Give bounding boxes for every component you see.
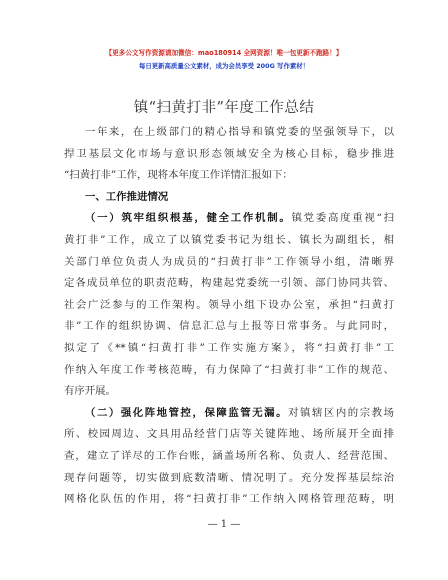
paragraph-line: 网格化队伍的作用，将“扫黄打非”工作纳入网格管理范畴，明 <box>64 493 394 506</box>
paragraph-text: 镇党委高度重视“扫 <box>291 212 394 225</box>
promo-banner-line2: 每日更新高质量公文素材，成为会员享受 200G 写作素材！ <box>138 62 310 70</box>
paragraph-line: 有序开展。 <box>64 385 116 398</box>
paragraph-line <box>64 208 394 230</box>
intro-line: 一年来，在上级部门的精心指导和镇党委的坚强领导下，以 <box>85 126 394 138</box>
document-body <box>64 122 394 511</box>
paragraph-line: 现存问题等，切实做到底数清晰、情况明了。充分发挥基层综治 <box>64 471 394 484</box>
paragraph-line: 定各成员单位的职责范畴，构建起党委统一引领、部门协同共管、 <box>64 277 394 290</box>
section-heading: 一、工作推进情况 <box>85 190 169 203</box>
paragraph-heading: （一）筑牢组织根基，健全工作机制。 <box>85 212 292 225</box>
paragraph-line: 查，建立了详尽的工作台账，涵盖场所名称、负责人、经营范围、 <box>64 449 394 462</box>
paragraph-heading: （二）强化阵地管控，保障监管无漏。 <box>85 406 289 419</box>
document-title: 镇“扫黄打非”年度工作总结 <box>133 100 315 116</box>
paragraph-line: 黄打非”工作，成立了以镇党委书记为组长、镇长为副组长，相 <box>64 233 394 246</box>
paragraph-line: 所、校园周边、文具用品经营门店等关键阵地、场所展开全面排 <box>64 428 394 441</box>
paragraph-line: 拟定了《**镇“扫黄打非”工作实施方案》，将“扫黄打非”工 <box>64 341 394 354</box>
paragraph-line: 关部门单位负责人为成员的“扫黄打非”工作领导小组，清晰界 <box>64 255 394 268</box>
paragraph-text: 对镇辖区内的宗教场 <box>288 406 394 419</box>
page-number: — 1 — <box>207 519 241 530</box>
paragraph-line <box>64 403 394 425</box>
promo-banner-line1: 【更多公文写作资源请加微信：mao180914 全网资源！唯一包更新不跑路！】 <box>105 49 343 57</box>
paragraph-line: 社会广泛参与的工作架构。领导小组下设办公室，承担“扫黄打 <box>64 298 394 311</box>
intro-line: “扫黄打非”工作，现将本年度工作详情汇报如下： <box>64 169 293 182</box>
paragraph-line: 非”工作的组织协调、信息汇总与上报等日常事务。与此同时， <box>64 320 394 333</box>
paragraph-line: 作纳入年度工作考核范畴，有力保障了“扫黄打非”工作的规范、 <box>64 363 394 376</box>
intro-line: 捍卫基层文化市场与意识形态领域安全为核心目标，稳步推进 <box>64 147 394 160</box>
